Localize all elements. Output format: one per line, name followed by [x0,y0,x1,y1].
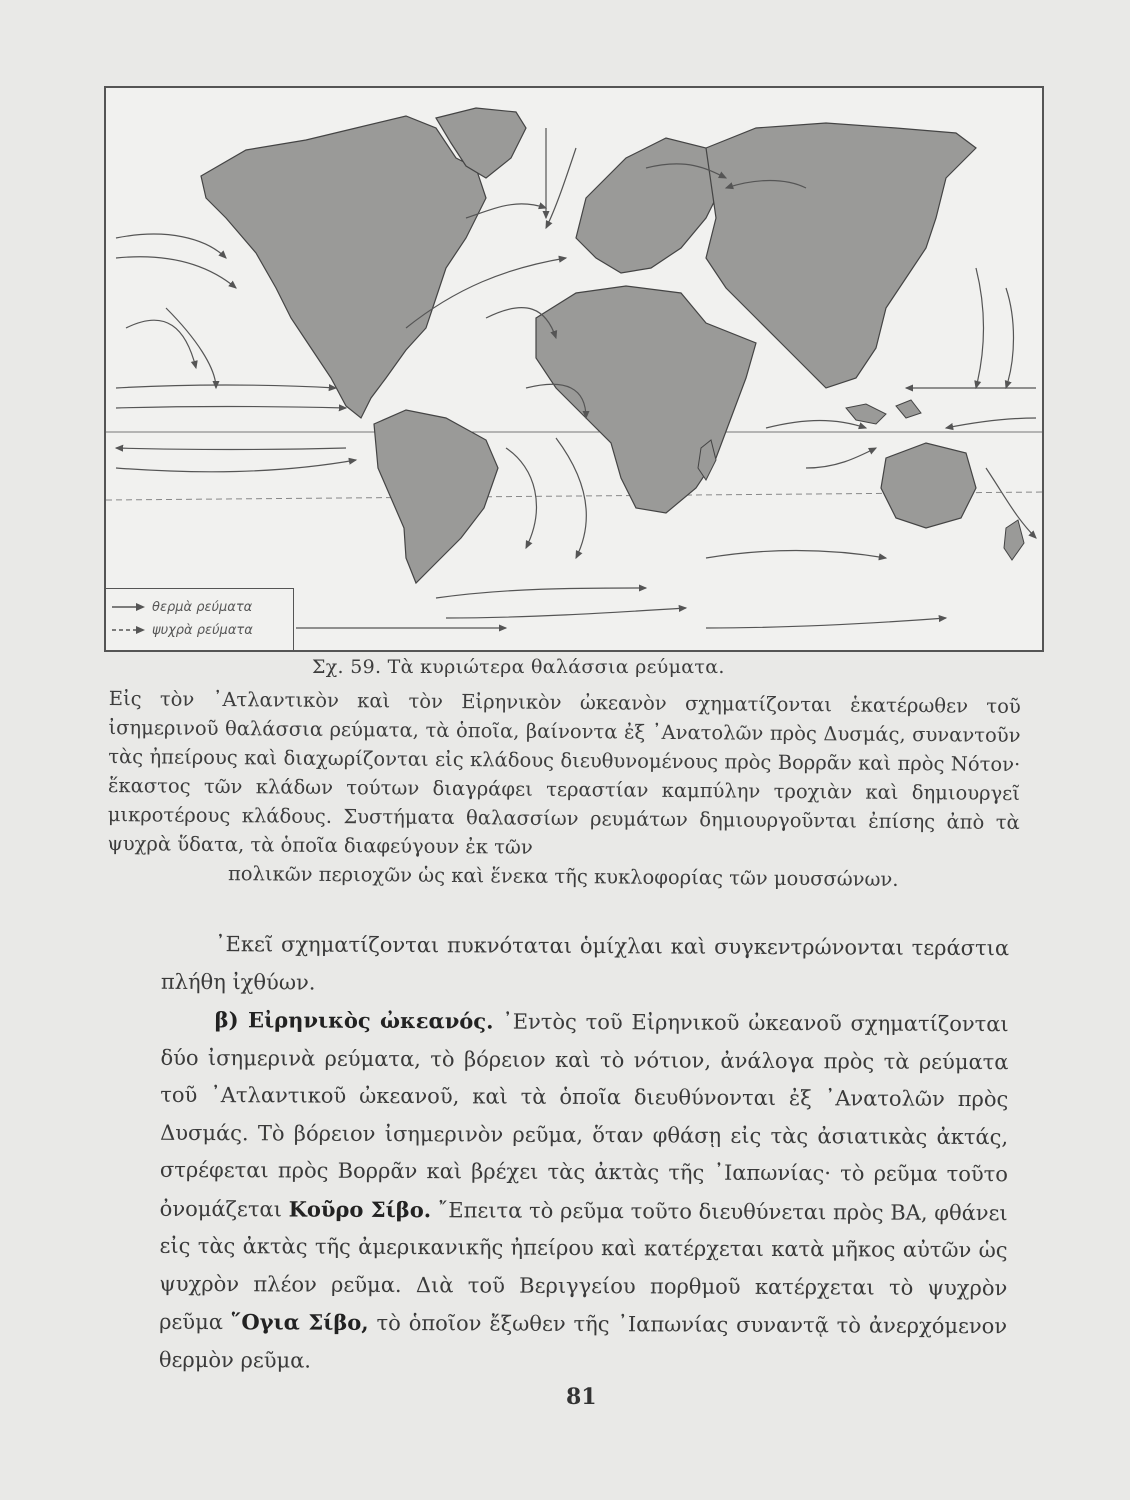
australia-landmass [881,443,976,528]
term-kuroshio: Κοῦρο Σίβο. [288,1195,432,1222]
pacific-text-part1: ᾿Εντὸς τοῦ Εἰρηνικοῦ ὠκεανοῦ σχηματίζονται δύο ἰσημερινὰ ρεύματα, τὸ βόρειον καὶ τὸ νότιον, ἀνάλογα πρὸς τὰ ρεύματα τοῦ ᾿Ατλαντικοῦ ὠκεανοῦ, καὶ τὰ ὁποῖα διευθύνονται ἐξ ᾿Ανατολῶν πρὸς Δυσμάς. Τὸ βόρειον ἰσημερινὸν ρεῦμα, ὅταν φθάσῃ εἰς τὰς ἀσιατικὰς ἀκτάς, στρέφεται πρὸς Βορρᾶν καὶ βρέχει τὰς ἀκτὰς τῆς ᾿Ιαπωνίας· τὸ ρεῦμα τοῦτο ὀνομάζεται [159,1009,1009,1221]
page-number: 81 [566,1384,597,1410]
world-map-graphic [106,88,1044,652]
cold-current-arrow-icon [112,625,146,635]
figure-caption: Σχ. 59. Τὰ κυριώτερα θαλάσσια ρεύματα. [312,656,725,678]
pacific-text-part2: ῎Επειτα τὸ ρεῦμα τοῦτο διευθύνεται πρὸς ΒΑ, φθάνει εἰς τὰς ἀκτὰς τῆς ἀμερικανικῆς ἠπείρου καὶ κατέρχεται κατὰ μῆκος αὐτῶν ὡς ψυχρὸν πλέον ρεῦμα. Διὰ τοῦ Βεριγγείου πορθμοῦ κατέρχεται τὸ ψυχρὸν ρεῦμα [159,1197,1008,1335]
figure-summary [107,684,1021,895]
section-heading-pacific: β) Εἰρηνικὸς ὠκεανός. [214,1007,494,1034]
paragraph-fog-fish: ᾿Εκεῖ σχηματίζονται πυκνόταται ὁμίχλαι καὶ συγκεντρώνονται τεράστια πλήθη ἰχθύων. [160,932,1010,995]
term-oyashio: ῞Ογια Σίβο, [230,1309,369,1335]
summary-text: Εἰς τὸν ᾿Ατλαντικὸν καὶ τὸν Εἰρηνικὸν ὠκεανὸν σχηματίζονται ἑκατέρωθεν τοῦ ἰσημερινοῦ θαλάσσια ρεύματα, τὰ ὁποῖα, βαίνοντα ἐξ ᾿Ανατολῶν πρὸς Δυσμάς, συναντοῦν τὰς ἠπείρους καὶ διαχωρίζονται εἰς κλάδους διευθυνομένους πρὸς Βορρᾶν καὶ πρὸς Νότον· ἕκαστος τῶν κλάδων τούτων διαγράφει τεραστίαν καμπύλην τροχιὰν καὶ δημιουργεῖ μικροτέρους κλάδους. Συστήματα θαλασσίων ρευμάτων δημιουργοῦνται ἐπίσης ἀπὸ τὰ ψυχρὰ ὕδατα, τὰ ὁποῖα διαφεύγουν ἐκ τῶν [107,687,1021,859]
new-zealand-landmass [1004,520,1024,560]
pacific-text-part3: τὸ ὁποῖον ἔξωθεν τῆς ᾿Ιαπωνίας συναντᾷ τὸ ἀνερχόμενον θερμὸν ρεῦμα. [158,1310,1008,1373]
legend-cold-label: ψυχρὰ ρεύματα [152,622,253,638]
warm-current-arrow-icon [112,602,146,612]
north-america-landmass [201,116,486,418]
legend-cold-row [112,620,253,640]
legend-warm-label: θερμὰ ρεύματα [152,599,253,615]
body-text [159,926,1009,1383]
map-legend [106,588,294,650]
africa-landmass [536,286,756,513]
south-america-landmass [374,410,498,583]
paragraph-pacific-ocean [159,1001,1009,1383]
ocean-currents-map [104,86,1044,652]
legend-warm-row [112,597,252,617]
indonesia-islands [846,400,921,424]
europe-landmass [576,138,726,273]
summary-last-line: πολικῶν περιοχῶν ὡς καὶ ἕνεκα τῆς κυκλοφορίας τῶν μουσσώνων. [227,862,899,891]
